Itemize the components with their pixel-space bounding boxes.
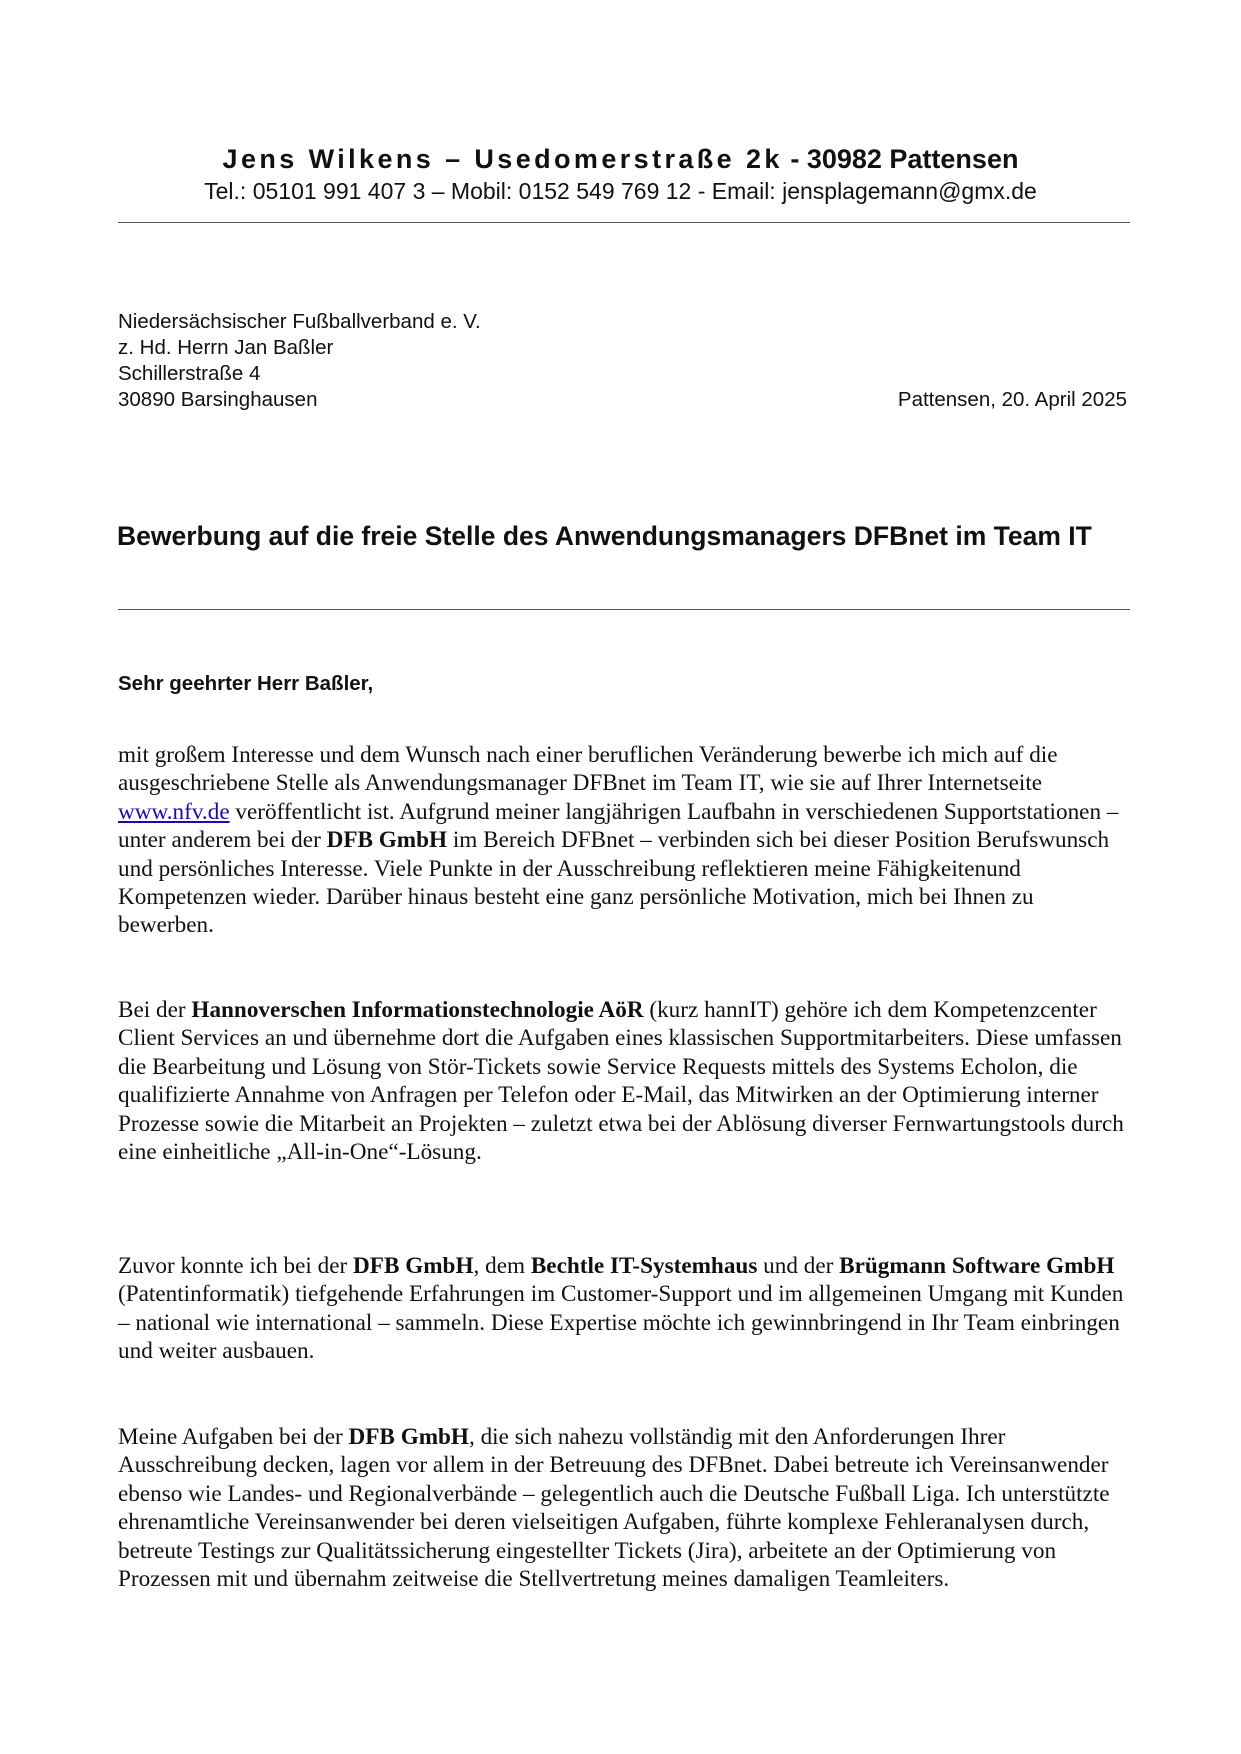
company-bruegmann: Brügmann Software GmbH xyxy=(839,1253,1115,1279)
recipient-street: Schillerstraße 4 xyxy=(118,362,261,385)
website-link[interactable]: www.nfv.de xyxy=(118,798,230,825)
paragraph-intro: mit großem Interesse und dem Wunsch nach einer beruflichen Veränderung bewerbe ich mich auf die ausgeschriebene Stelle als Anwendungsmanager DFBnet im Team IT, wie sie auf Ihrer Internetseite www.nfv.de veröffentlicht ist. Aufgrund meiner langjährigen Laufbahn in verschiedenen Supportstationen – unter anderem bei der DFB GmbH im Bereich DFBnet – verbinden sich bei dieser Position Berufswunsch und persönliches Interesse. Viele Punkte in der Ausschreibung reflektieren meine Fähigkeitenund Kompetenzen wieder. Darüber hinaus besteht eine ganz persönliche Motivation, mich bei Ihnen zu bewerben. xyxy=(118,742,1119,939)
salutation: Sehr geehrter Herr Baßler, xyxy=(118,672,374,695)
header-divider xyxy=(118,222,1130,223)
sender-contact: Tel.: 05101 991 407 3 – Mobil: 0152 549 769 12 - Email: jensplagemann@gmx.de xyxy=(204,178,1037,204)
company-bechtle: Bechtle IT-Systemhaus xyxy=(530,1253,758,1279)
recipient-address xyxy=(118,309,481,413)
separator: – xyxy=(434,144,475,174)
paragraph-previous: Zuvor konnte ich bei der DFB GmbH, dem Bechtle IT-Systemhaus und der Brügmann Software GmbH (Patentinformatik) tiefgehende Erfahrungen im Customer-Support und im allgemeinen Umgang mit Kunden – national wie international – sammeln. Diese Expertise möchte ich gewinnbringend in Ihr Team einbringen und weiter ausbauen. xyxy=(118,1253,1124,1365)
letterhead xyxy=(0,142,1241,206)
company-hannit: Hannoverschen Informationstechnologie AöR xyxy=(191,997,644,1023)
letter-date: Pattensen, 20. April 2025 xyxy=(897,388,1127,411)
sender-street: Usedomerstraße 2k xyxy=(474,144,783,174)
sender-line xyxy=(0,142,1241,176)
paragraph-hannit: Bei der Hannoverschen Informationstechnologie AöR (kurz hannIT) gehöre ich dem Kompetenzcenter Client Services an und übernehme dort die Aufgaben eines klassischen Supportmitarbeiters. Diese umfassen die Bearbeitung und Lösung von Stör-Tickets sowie Service Requests mittels des Systems Echolon, die qualifizierte Annahme von Anfragen per Telefon oder E-Mail, das Mitwirken an der Optimierung interner Prozesse sowie die Mitarbeit an Projekten – zuletzt etwa bei der Ablösung diverser Fernwartungstools durch eine einheitliche „All-in-One“-Lösung. xyxy=(118,997,1124,1166)
company-dfb: DFB GmbH xyxy=(348,1424,469,1450)
sender-name: Jens Wilkens xyxy=(222,144,435,174)
paragraph-dfb-tasks: Meine Aufgaben bei der DFB GmbH, die sich nahezu vollständig mit den Anforderungen Ihrer Ausschreibung decken, lagen vor allem in der Betreuung des DFBnet. Dabei betreute ich Vereinsanwender ebenso wie Landes- und Regionalverbände – gelegentlich auch die Deutsche Fußball Liga. Ich unterstützte ehrenamtliche Vereinsanwender bei deren vielseitigen Aufgaben, führte komplexe Fehleranalysen durch, betreute Testings zur Qualitätssicherung eingestellter Tickets (Jira), arbeitete an der Optimierung von Prozessen mit und übernahm zeitweise die Stellvertretung meines damaligen Teamleiters. xyxy=(118,1424,1110,1593)
subject-divider xyxy=(118,609,1130,610)
company-dfb: DFB GmbH xyxy=(326,827,448,854)
sender-city: 30982 Pattensen xyxy=(806,144,1019,174)
recipient-org: Niedersächsischer Fußballverband e. V. xyxy=(118,310,481,333)
recipient-attention: z. Hd. Herrn Jan Baßler xyxy=(118,336,334,359)
company-dfb: DFB GmbH xyxy=(353,1253,474,1279)
separator: - xyxy=(782,144,807,174)
subject-line: Bewerbung auf die freie Stelle des Anwendungsmanagers DFBnet im Team IT xyxy=(117,521,1092,551)
recipient-city: 30890 Barsinghausen xyxy=(118,388,318,411)
